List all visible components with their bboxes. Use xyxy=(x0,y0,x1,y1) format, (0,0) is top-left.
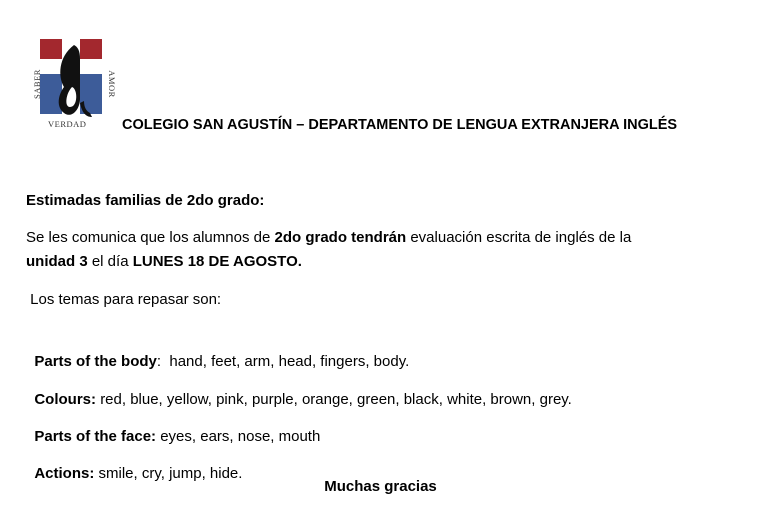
topic-separator: : xyxy=(156,353,170,370)
intro-date: LUNES 18 DE AGOSTO. xyxy=(132,253,302,270)
closing-thanks: Muchas gracias xyxy=(324,478,437,495)
intro-unit: unidad 3 xyxy=(26,253,88,270)
topic-label: Parts of the face: xyxy=(34,428,157,445)
topic-items: red, blue, yellow, pink, purple, orange, green, black, white, brown, grey. xyxy=(100,391,572,408)
greeting: Estimadas familias de 2do grado: xyxy=(26,192,265,209)
topic-items: hand, feet, arm, head, fingers, body. xyxy=(169,353,410,370)
topic-label: Actions: xyxy=(34,465,95,482)
intro-text-3: el día xyxy=(87,253,133,270)
topic-items: smile, cry, jump, hide. xyxy=(98,465,243,482)
intro-text-1: Se les comunica que los alumnos de xyxy=(26,229,275,246)
logo-word-saber: SABER xyxy=(31,69,42,99)
topic-label: Parts of the body xyxy=(34,353,157,370)
intro-grade: 2do grado tendrán xyxy=(274,229,407,246)
crest-blue-left xyxy=(40,74,62,114)
topics-intro: Los temas para repasar son: xyxy=(26,291,222,308)
school-logo xyxy=(28,37,116,131)
crest-red-right xyxy=(80,39,102,59)
topic-label: Colours: xyxy=(34,391,97,408)
crest-red-left xyxy=(40,39,62,59)
logo-word-amor: AMOR xyxy=(106,70,117,98)
intro-paragraph xyxy=(26,226,631,274)
intro-text-2: evaluación escrita de inglés de la xyxy=(406,229,632,246)
logo-word-verdad: VERDAD xyxy=(48,119,87,129)
document-header-title: COLEGIO SAN AGUSTÍN – DEPARTAMENTO DE LENGUA EXTRANJERA INGLÉS xyxy=(122,117,678,133)
topic-items: eyes, ears, nose, mouth xyxy=(160,428,321,445)
